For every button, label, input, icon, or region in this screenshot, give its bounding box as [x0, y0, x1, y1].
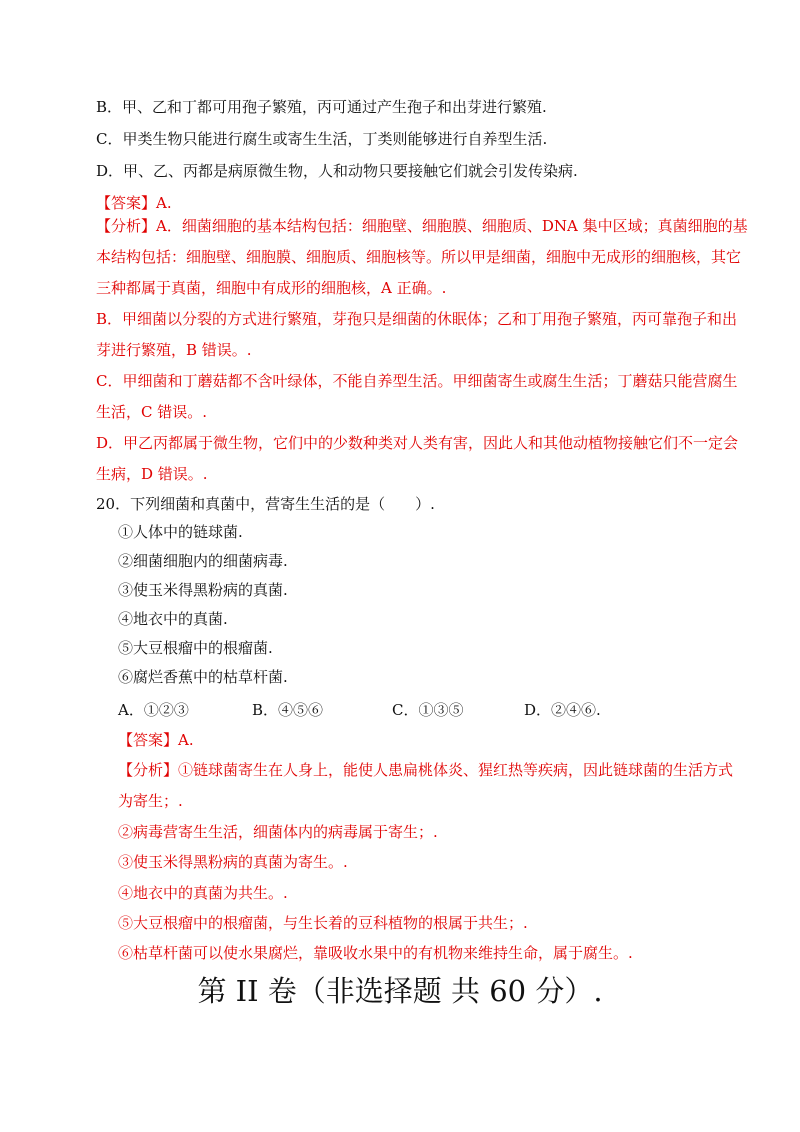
q20-item: ②细菌细胞内的细菌病毒.: [118, 552, 288, 570]
q20-item: ③使玉米得黑粉病的真菌.: [118, 581, 288, 599]
q20-analysis-line: 为寄生；.: [118, 792, 183, 810]
q20-analysis-line: ②病毒营寄生生活，细菌体内的病毒属于寄生；.: [118, 823, 438, 841]
q20-item: ④地衣中的真菌.: [118, 610, 228, 628]
q20-item: ⑤大豆根瘤中的根瘤菌.: [118, 639, 273, 657]
section-title: 第 II 卷（非选择题 共 60 分）.: [197, 974, 603, 1008]
q20-choice-c: C．①③⑤: [392, 701, 464, 719]
q20-analysis-line: ⑥枯草杆菌可以使水果腐烂，靠吸收水果中的有机物来维持生命，属于腐生。.: [118, 944, 633, 962]
q20-choice-a: A．①②③: [118, 701, 189, 719]
q20-analysis-line: ⑤大豆根瘤中的根瘤菌，与生长着的豆科植物的根属于共生；.: [118, 914, 528, 932]
q20-analysis-line: ④地衣中的真菌为共生。.: [118, 884, 288, 902]
q19-option-c: C．甲类生物只能进行腐生或寄生生活，丁类则能够进行自养型生活.: [96, 130, 548, 148]
q19-analysis-line: B．甲细菌以分裂的方式进行繁殖，芽孢只是细菌的休眠体；乙和丁用孢子繁殖，丙可靠孢子和出: [96, 310, 738, 328]
q19-analysis-line: 生病，D 错误。.: [96, 465, 208, 483]
q19-analysis-line: 本结构包括：细胞壁、细胞膜、细胞质、细胞核等。所以甲是细菌，细胞中无成形的细胞核，其它: [96, 248, 742, 266]
q20-choice-b: B．④⑤⑥: [252, 701, 324, 719]
q19-answer: 【答案】A.: [96, 194, 172, 212]
q20-analysis-line: ③使玉米得黑粉病的真菌为寄生。.: [118, 853, 348, 871]
q19-analysis-line: 【分析】A．细菌细胞的基本结构包括：细胞壁、细胞膜、细胞质、DNA 集中区域；真菌细胞的基: [96, 217, 748, 235]
q20-stem: 20．下列细菌和真菌中，营寄生生活的是（ ）.: [96, 495, 435, 513]
q20-analysis-line: 【分析】①链球菌寄生在人身上，能使人患扁桃体炎、猩红热等疾病，因此链球菌的生活方式: [118, 761, 734, 779]
q20-choice-d: D．②④⑥.: [524, 701, 601, 719]
q19-option-d: D．甲、乙、丙都是病原微生物，人和动物只要接触它们就会引发传染病.: [96, 162, 578, 180]
q19-option-b: B．甲、乙和丁都可用孢子繁殖，丙可通过产生孢子和出芽进行繁殖.: [96, 98, 547, 116]
q19-analysis-line: C．甲细菌和丁蘑菇都不含叶绿体，不能自养型生活。甲细菌寄生或腐生生活；丁蘑菇只能营腐生: [96, 372, 738, 390]
q20-answer: 【答案】A.: [118, 731, 194, 749]
q20-item: ⑥腐烂香蕉中的枯草杆菌.: [118, 668, 288, 686]
q20-item: ①人体中的链球菌.: [118, 523, 243, 541]
q19-analysis-line: D．甲乙丙都属于微生物，它们中的少数种类对人类有害，因此人和其他动植物接触它们不一定会: [96, 434, 739, 452]
q19-analysis-line: 三种都属于真菌，细胞中有成形的细胞核，A 正确。.: [96, 279, 447, 297]
q19-analysis-line: 生活，C 错误。.: [96, 403, 208, 421]
q19-analysis-line: 芽进行繁殖，B 错误。.: [96, 341, 252, 359]
